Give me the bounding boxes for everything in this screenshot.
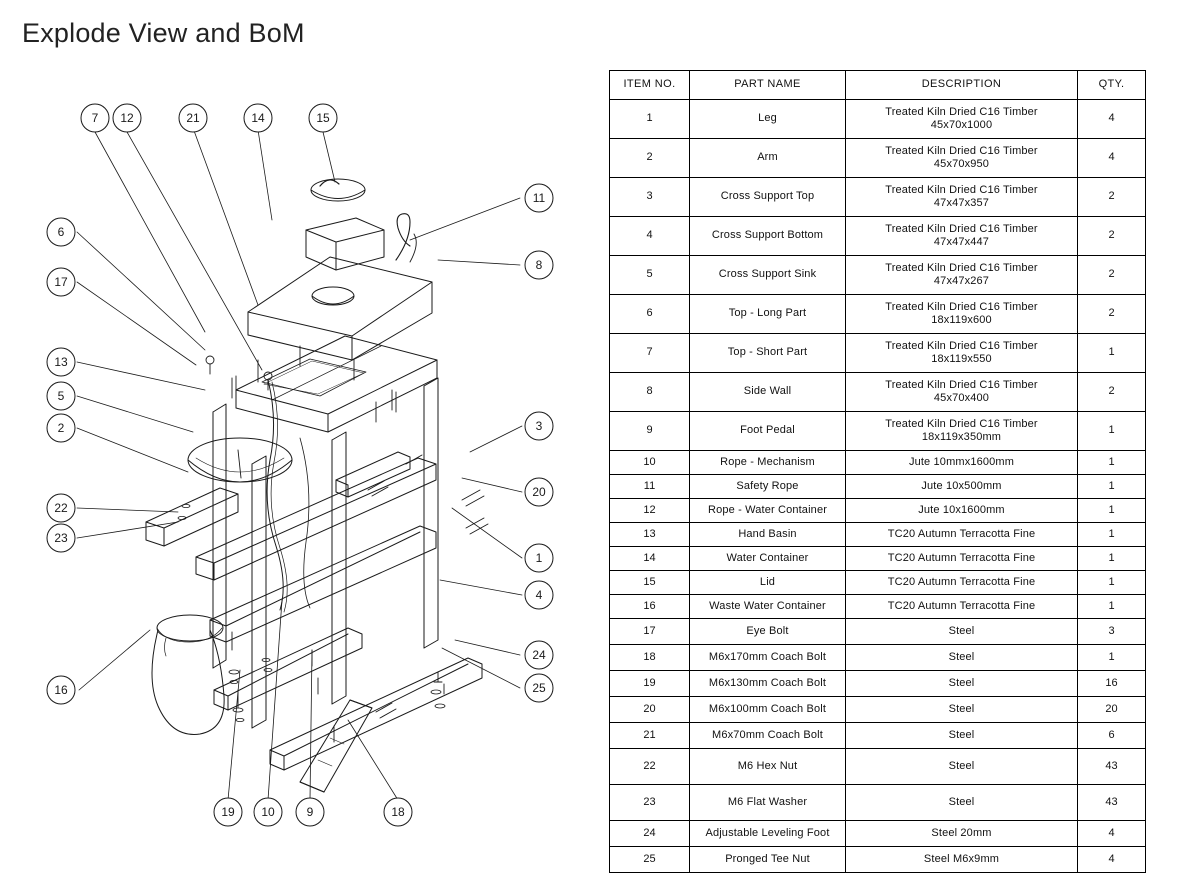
callout-21: 21 <box>186 111 200 125</box>
cell-item: 17 <box>610 619 690 645</box>
cell-qty: 1 <box>1078 334 1146 373</box>
callout-22: 22 <box>54 501 68 515</box>
cell-qty: 20 <box>1078 697 1146 723</box>
bom-table <box>609 70 1146 873</box>
cell-description: Treated Kiln Dried C16 Timber 47x47x357 <box>846 178 1078 217</box>
cell-part-name: Foot Pedal <box>690 412 846 451</box>
cell-part-name: Rope - Water Container <box>690 499 846 523</box>
callout-17: 17 <box>54 275 68 289</box>
cell-description: TC20 Autumn Terracotta Fine <box>846 523 1078 547</box>
cell-part-name: Rope - Mechanism <box>690 451 846 475</box>
table-row <box>610 373 1146 412</box>
cell-part-name: Top - Long Part <box>690 295 846 334</box>
callout-15: 15 <box>316 111 330 125</box>
table-row <box>610 723 1146 749</box>
cell-part-name: Pronged Tee Nut <box>690 847 846 873</box>
callout-1: 1 <box>535 551 543 565</box>
callout-5: 5 <box>57 389 65 403</box>
page-title: Explode View and BoM <box>22 18 305 48</box>
cell-description: Treated Kiln Dried C16 Timber 47x47x267 <box>846 256 1078 295</box>
cell-item: 2 <box>610 139 690 178</box>
cell-item: 14 <box>610 547 690 571</box>
cell-description: Treated Kiln Dried C16 Timber 47x47x447 <box>846 217 1078 256</box>
cell-qty: 1 <box>1078 451 1146 475</box>
cell-part-name: Eye Bolt <box>690 619 846 645</box>
callout-20: 20 <box>532 485 546 499</box>
table-row <box>610 295 1146 334</box>
callout-3: 3 <box>535 419 543 433</box>
cell-part-name: M6 Hex Nut <box>690 749 846 785</box>
callout-13: 13 <box>54 355 68 369</box>
table-row <box>610 475 1146 499</box>
cell-qty: 1 <box>1078 523 1146 547</box>
cell-description: Steel M6x9mm <box>846 847 1078 873</box>
cell-description: Jute 10x500mm <box>846 475 1078 499</box>
bill-of-materials <box>609 70 1145 873</box>
cell-qty: 1 <box>1078 645 1146 671</box>
cell-part-name: Cross Support Bottom <box>690 217 846 256</box>
cell-qty: 2 <box>1078 178 1146 217</box>
callout-12: 12 <box>120 111 134 125</box>
cell-item: 3 <box>610 178 690 217</box>
cell-description: Jute 10x1600mm <box>846 499 1078 523</box>
cell-description: Steel 20mm <box>846 821 1078 847</box>
cell-description: Steel <box>846 749 1078 785</box>
cell-qty: 4 <box>1078 847 1146 873</box>
cell-item: 21 <box>610 723 690 749</box>
table-row <box>610 139 1146 178</box>
callout-19: 19 <box>221 805 235 819</box>
cell-description: TC20 Autumn Terracotta Fine <box>846 595 1078 619</box>
cell-qty: 43 <box>1078 749 1146 785</box>
cell-description: Treated Kiln Dried C16 Timber 18x119x350mm <box>846 412 1078 451</box>
cell-item: 12 <box>610 499 690 523</box>
cell-part-name: M6x70mm Coach Bolt <box>690 723 846 749</box>
cell-description: Steel <box>846 645 1078 671</box>
exploded-assembly-drawing <box>0 60 600 842</box>
cell-item: 1 <box>610 100 690 139</box>
cell-qty: 6 <box>1078 723 1146 749</box>
column-header-item-no: ITEM NO. <box>610 71 690 100</box>
table-row <box>610 100 1146 139</box>
cell-qty: 2 <box>1078 295 1146 334</box>
cell-description: Treated Kiln Dried C16 Timber 45x70x1000 <box>846 100 1078 139</box>
cell-description: Treated Kiln Dried C16 Timber 18x119x600 <box>846 295 1078 334</box>
table-row <box>610 256 1146 295</box>
cell-part-name: Lid <box>690 571 846 595</box>
cell-qty: 1 <box>1078 499 1146 523</box>
column-header-qty: QTY. <box>1078 71 1146 100</box>
table-row <box>610 821 1146 847</box>
callout-18: 18 <box>391 805 405 819</box>
cell-qty: 2 <box>1078 217 1146 256</box>
cell-description: TC20 Autumn Terracotta Fine <box>846 547 1078 571</box>
cell-part-name: Water Container <box>690 547 846 571</box>
table-row <box>610 178 1146 217</box>
cell-description: Steel <box>846 785 1078 821</box>
cell-item: 6 <box>610 295 690 334</box>
cell-qty: 2 <box>1078 373 1146 412</box>
cell-item: 4 <box>610 217 690 256</box>
callout-16: 16 <box>54 683 68 697</box>
table-row <box>610 547 1146 571</box>
table-row <box>610 645 1146 671</box>
cell-qty: 4 <box>1078 139 1146 178</box>
callout-2: 2 <box>57 421 65 435</box>
cell-description: Jute 10mmx1600mm <box>846 451 1078 475</box>
cell-qty: 2 <box>1078 256 1146 295</box>
table-row <box>610 523 1146 547</box>
cell-item: 25 <box>610 847 690 873</box>
cell-part-name: Hand Basin <box>690 523 846 547</box>
cell-part-name: Side Wall <box>690 373 846 412</box>
table-row <box>610 451 1146 475</box>
cell-item: 5 <box>610 256 690 295</box>
cell-qty: 1 <box>1078 547 1146 571</box>
cell-description: Treated Kiln Dried C16 Timber 45x70x400 <box>846 373 1078 412</box>
cell-part-name: Top - Short Part <box>690 334 846 373</box>
cell-qty: 16 <box>1078 671 1146 697</box>
cell-qty: 1 <box>1078 412 1146 451</box>
cell-qty: 4 <box>1078 821 1146 847</box>
table-row <box>610 697 1146 723</box>
cell-part-name: Arm <box>690 139 846 178</box>
callout-14: 14 <box>251 111 265 125</box>
cell-description: Treated Kiln Dried C16 Timber 45x70x950 <box>846 139 1078 178</box>
cell-part-name: M6x170mm Coach Bolt <box>690 645 846 671</box>
cell-item: 19 <box>610 671 690 697</box>
cell-part-name: M6 Flat Washer <box>690 785 846 821</box>
cell-description: Steel <box>846 671 1078 697</box>
table-row <box>610 217 1146 256</box>
cell-part-name: Safety Rope <box>690 475 846 499</box>
table-row <box>610 671 1146 697</box>
cell-description: Steel <box>846 723 1078 749</box>
cell-item: 13 <box>610 523 690 547</box>
cell-part-name: M6x130mm Coach Bolt <box>690 671 846 697</box>
cell-description: TC20 Autumn Terracotta Fine <box>846 571 1078 595</box>
callout-7: 7 <box>91 111 99 125</box>
cell-item: 7 <box>610 334 690 373</box>
callout-11: 11 <box>532 191 546 205</box>
table-row <box>610 412 1146 451</box>
cell-description: Steel <box>846 619 1078 645</box>
callout-10: 10 <box>261 805 275 819</box>
cell-item: 22 <box>610 749 690 785</box>
cell-item: 16 <box>610 595 690 619</box>
cell-qty: 43 <box>1078 785 1146 821</box>
table-row <box>610 847 1146 873</box>
cell-part-name: M6x100mm Coach Bolt <box>690 697 846 723</box>
cell-part-name: Leg <box>690 100 846 139</box>
cell-item: 23 <box>610 785 690 821</box>
cell-part-name: Waste Water Container <box>690 595 846 619</box>
column-header-part-name: PART NAME <box>690 71 846 100</box>
table-row <box>610 571 1146 595</box>
table-row <box>610 749 1146 785</box>
table-row <box>610 499 1146 523</box>
callout-23: 23 <box>54 531 68 545</box>
callout-8: 8 <box>535 258 543 272</box>
cell-item: 20 <box>610 697 690 723</box>
cell-item: 8 <box>610 373 690 412</box>
cell-qty: 1 <box>1078 595 1146 619</box>
table-row <box>610 619 1146 645</box>
cell-part-name: Cross Support Top <box>690 178 846 217</box>
callout-25: 25 <box>532 681 546 695</box>
cell-description: Treated Kiln Dried C16 Timber 18x119x550 <box>846 334 1078 373</box>
cell-item: 24 <box>610 821 690 847</box>
cell-qty: 3 <box>1078 619 1146 645</box>
cell-item: 15 <box>610 571 690 595</box>
cell-part-name: Adjustable Leveling Foot <box>690 821 846 847</box>
table-row <box>610 595 1146 619</box>
cell-item: 10 <box>610 451 690 475</box>
cell-qty: 1 <box>1078 475 1146 499</box>
table-row <box>610 785 1146 821</box>
cell-item: 11 <box>610 475 690 499</box>
cell-qty: 1 <box>1078 571 1146 595</box>
column-header-description: DESCRIPTION <box>846 71 1078 100</box>
cell-item: 18 <box>610 645 690 671</box>
cell-qty: 4 <box>1078 100 1146 139</box>
cell-item: 9 <box>610 412 690 451</box>
callout-4: 4 <box>535 588 543 602</box>
table-row <box>610 334 1146 373</box>
bom-header-row <box>610 71 1146 100</box>
cell-description: Steel <box>846 697 1078 723</box>
cell-part-name: Cross Support Sink <box>690 256 846 295</box>
callout-6: 6 <box>57 225 65 239</box>
callout-24: 24 <box>532 648 546 662</box>
callout-9: 9 <box>306 805 314 819</box>
